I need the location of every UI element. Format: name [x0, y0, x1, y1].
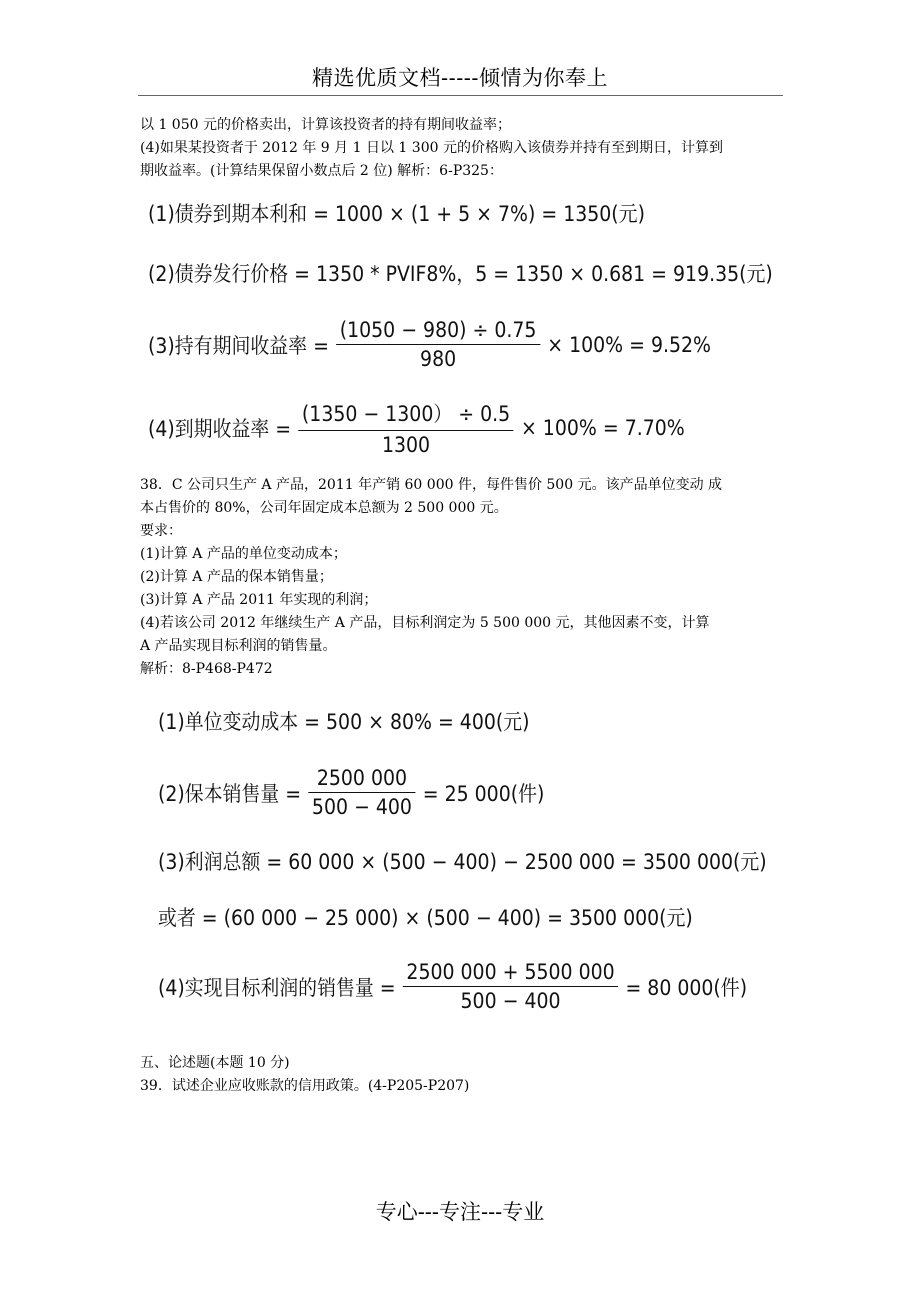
text-line: 期收益率。(计算结果保留小数点后 2 位) 解析：6-P325： [140, 163, 503, 179]
text-line: 以 1 050 元的价格卖出，计算该投资者的持有期间收益率； [140, 117, 511, 133]
page-footer: 专心---专注---专业 [375, 1200, 545, 1224]
section-essay [140, 1052, 780, 1098]
formula-result: × 100% = 7.70% [520, 415, 685, 440]
text-line: A 产品实现目标利润的销售量。 [140, 638, 337, 654]
formula-result: = 25 000(件) [422, 781, 545, 806]
text-line: (3)计算 A 产品 2011 年实现的利润； [140, 592, 378, 608]
formula-label: (4)实现目标利润的销售量 = [158, 975, 396, 1000]
text-line: (1)计算 A 产品的单位变动成本； [140, 546, 347, 562]
text-line: 五、论述题(本题 10 分) [140, 1055, 290, 1071]
formula-result: × 100% = 9.52% [547, 332, 712, 357]
text-line: 要求： [140, 523, 182, 539]
fraction-denominator: 1300 [381, 433, 431, 457]
fraction-denominator: 500 − 400 [311, 795, 412, 819]
text-line: (4)若该公司 2012 年继续生产 A 产品，目标利润定为 5 500 000 元，其他因素不变，计算 [140, 615, 710, 631]
text-line: 本占售价的 80%，公司年固定成本总额为 2 500 000 元。 [140, 500, 508, 516]
fraction-numerator: (1050 − 980) ÷ 0.75 [339, 318, 537, 342]
fraction-numerator: 2500 000 [316, 766, 408, 790]
question-38 [140, 474, 780, 681]
fraction-denominator: 500 − 400 [460, 989, 561, 1013]
fraction [308, 766, 415, 819]
text-line: (2)计算 A 产品的保本销售量； [140, 569, 333, 585]
header-divider [138, 95, 783, 96]
formula-label: (4)到期收益率 = [148, 416, 292, 441]
text-line: 39．试述企业应收账款的信用政策。(4-P205-P207) [140, 1078, 470, 1094]
text-line: 解析：8-P468-P472 [140, 661, 273, 677]
fraction-numerator: 2500 000 + 5500 000 [406, 960, 615, 984]
fraction [403, 960, 618, 1013]
fraction [298, 398, 513, 457]
formula-label: (2)保本销售量 = [158, 781, 302, 806]
page-header: 精选优质文档-----倾情为你奉上 [312, 66, 608, 90]
question-37-continuation [140, 114, 780, 183]
formula-result: = 80 000(件) [625, 975, 748, 1000]
fraction [336, 318, 540, 371]
formula-label: (3)持有期间收益率 = [148, 333, 329, 358]
fraction-numerator: (1350 − 1300） ÷ 0.5 [301, 402, 511, 426]
text-line: 38．C 公司只生产 A 产品，2011 年产销 60 000 件，每件售价 500 元。该产品单位变动 成 [140, 477, 723, 493]
fraction-denominator: 980 [420, 347, 457, 371]
text-line: (4)如果某投资者于 2012 年 9 月 1 日以 1 300 元的价格购入该债券并持有至到期日，计算到 [140, 140, 723, 156]
